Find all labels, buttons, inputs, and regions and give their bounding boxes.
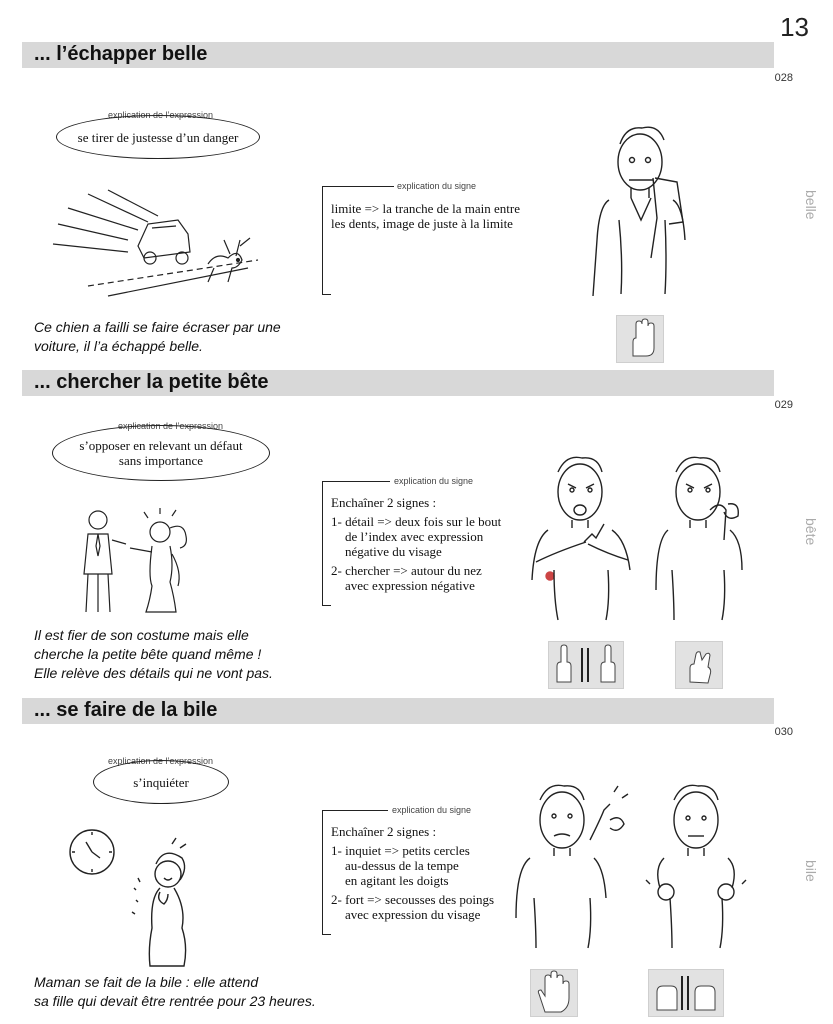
sign-line: en agitant les doigts (345, 873, 449, 888)
side-word: bête (803, 518, 819, 546)
explanation-caption: explication de l’expression (108, 756, 214, 766)
side-word: bile (803, 860, 819, 882)
sign-line: négative du visage (345, 544, 442, 559)
sign-line: 2- chercher => autour du nez (331, 563, 482, 578)
example-line: Ce chien a failli se faire écraser par une (34, 319, 281, 335)
man-woman-illustration (76, 506, 206, 618)
explanation-oval (56, 115, 260, 159)
sign-bracket (322, 186, 331, 295)
sign-line: 2- fort => secousses des poings (331, 892, 495, 907)
handshape-card (648, 969, 724, 1017)
sign-line: avec expression du visage (345, 907, 481, 922)
hand-bent-fingers-icon (676, 642, 722, 688)
explanation-caption: explication de l’expression (108, 110, 214, 120)
sign-line: avec expression négative (345, 578, 475, 593)
signer-detail-illustration (528, 452, 648, 624)
handshape-card (675, 641, 723, 689)
sign-caption: explication du signe (392, 805, 472, 815)
sign-line: 1- détail => deux fois sur le bout (331, 514, 502, 529)
handshape-card (616, 315, 664, 363)
page-number: 13 (780, 12, 809, 42)
explanation-text (69, 438, 252, 468)
sign-line: de l’index avec expression (345, 529, 484, 544)
explanation-text: se tirer de justesse d’un danger (77, 129, 239, 145)
expression-code: 030 (774, 726, 793, 738)
clock-worried-mother-illustration (68, 828, 208, 968)
hand-open-icon (531, 970, 577, 1016)
explanation-line: s’opposer en relevant un défaut (79, 438, 243, 453)
signer-fort-illustration (646, 780, 756, 952)
sign-text (331, 824, 494, 922)
sign-caption: explication du signe (394, 476, 474, 486)
sign-line: 1- inquiet => petits cercles (331, 843, 470, 858)
sign-line: Enchaîner 2 signes : (331, 495, 437, 510)
example-line: voiture, il l’a échappé belle. (34, 338, 203, 354)
example-line: sa fille qui devait être rentrée pour 23 heures. (34, 993, 316, 1009)
section-title: ... se faire de la bile (34, 699, 218, 721)
side-word: belle (803, 190, 819, 220)
example-line: Elle relève des détails qui ne vont pas. (34, 665, 273, 681)
sign-text (331, 201, 520, 231)
explanation-line: sans importance (118, 453, 204, 468)
dog-car-illustration (48, 186, 258, 306)
sign-line: limite => la tranche de la main entre (331, 201, 521, 216)
hand-fist-repeat-icon (649, 970, 723, 1016)
example-line: Il est fier de son costume mais elle (34, 627, 249, 643)
example-line: Maman se fait de la bile : elle attend (34, 974, 259, 990)
sign-caption-line (322, 810, 388, 811)
sign-line: au-dessus de la tempe (345, 858, 459, 873)
explanation-caption: explication de l’expression (118, 421, 224, 431)
example-text (34, 626, 273, 683)
hand-index-repeat-icon (549, 642, 623, 688)
section-title: ... l’échapper belle (34, 43, 208, 65)
expression-code: 029 (774, 399, 793, 411)
handshape-card (530, 969, 578, 1017)
signer-limite-illustration (595, 122, 705, 297)
handshape-card (548, 641, 624, 689)
sign-line: les dents, image de juste à la limite (331, 216, 513, 231)
section-title-bar (22, 698, 774, 724)
sign-caption-line (322, 186, 394, 187)
sign-caption: explication du signe (397, 181, 477, 191)
sign-bracket (322, 810, 331, 935)
section-title-bar (22, 42, 774, 68)
example-text (34, 973, 316, 1011)
sign-text (331, 495, 501, 593)
section-title-bar (22, 370, 774, 396)
explanation-oval (93, 760, 229, 804)
example-text (34, 318, 281, 356)
sign-caption-line (322, 481, 390, 482)
sign-line: Enchaîner 2 signes : (331, 824, 437, 839)
section-title: ... chercher la petite bête (34, 371, 269, 393)
example-line: cherche la petite bête quand même ! (34, 646, 262, 662)
sign-bracket (322, 481, 331, 606)
hand-icon (617, 316, 663, 362)
signer-chercher-illustration (658, 452, 758, 624)
signer-inquiet-illustration (510, 780, 640, 952)
explanation-text: s’inquiéter (133, 774, 189, 790)
explanation-oval (52, 425, 270, 481)
expression-code: 028 (774, 72, 793, 84)
